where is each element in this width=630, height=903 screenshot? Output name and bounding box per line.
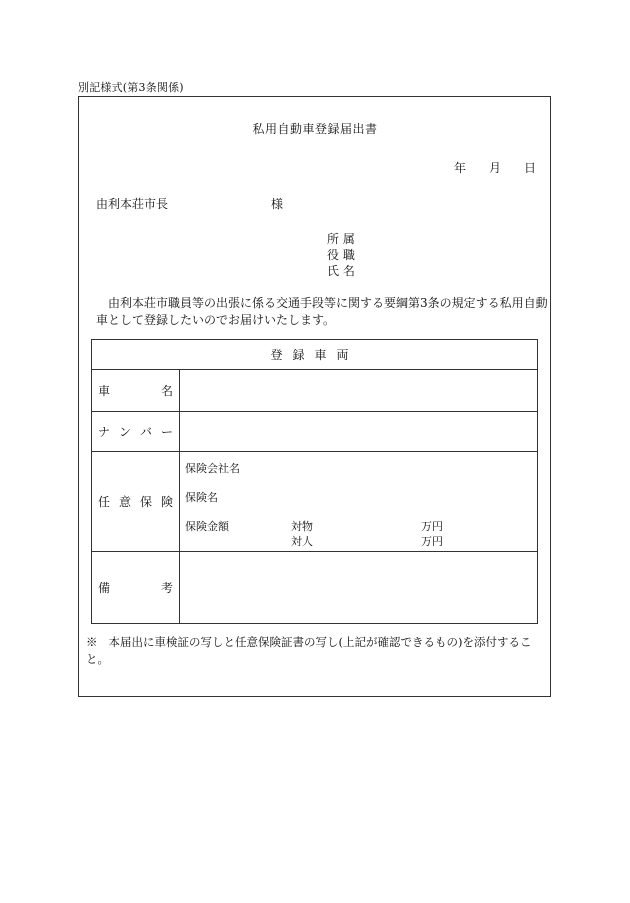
applicant-block xyxy=(327,231,355,279)
form-title: 私用自動車登録届出書 xyxy=(252,122,378,136)
remarks-field[interactable] xyxy=(180,552,538,624)
number-label: ナ ン バ ー xyxy=(92,412,180,452)
date-year-label: 年 xyxy=(454,161,467,175)
note-mark: ※ xyxy=(86,635,98,649)
insurance-company-label: 保険会社名 xyxy=(185,462,240,475)
insurance-property-label: 対物 xyxy=(291,520,313,533)
body-text: 由利本荘市職員等の出張に係る交通手段等に関する要綱第3条の規定する私用自動車として登録したいのでお届けいたします。 xyxy=(96,296,548,327)
insurance-label: 任 意 保 険 xyxy=(92,452,180,552)
addressee-suffix: 様 xyxy=(271,197,284,211)
insurance-name-label: 保険名 xyxy=(185,491,218,504)
car-name-field[interactable] xyxy=(180,370,538,412)
car-name-label: 車 名 xyxy=(92,370,180,412)
insurance-amount-label: 保険金額 xyxy=(185,520,229,533)
number-field[interactable] xyxy=(180,412,538,452)
applicant-name-label: 氏 名 xyxy=(327,264,355,278)
attachment-note xyxy=(86,634,548,668)
remarks-label: 備 考 xyxy=(92,552,180,624)
date-month-label: 月 xyxy=(489,161,502,175)
applicant-affiliation-label: 所 属 xyxy=(327,232,355,246)
date-day-label: 日 xyxy=(524,161,537,175)
table-header: 登録車両 xyxy=(92,340,538,370)
registration-table xyxy=(91,339,538,624)
applicant-position-label: 役 職 xyxy=(327,248,355,262)
addressee: 由利本荘市長 xyxy=(96,197,169,211)
insurance-field[interactable] xyxy=(180,452,538,552)
note-text: 本届出に車検証の写しと任意保険証書の写し(上記が確認できるもの)を添付すること。 xyxy=(86,635,532,666)
insurance-person-label: 対人 xyxy=(291,535,313,548)
insurance-property-unit: 万円 xyxy=(421,520,443,533)
form-id: 別記様式(第3条関係) xyxy=(78,81,184,94)
insurance-person-unit: 万円 xyxy=(421,535,443,548)
